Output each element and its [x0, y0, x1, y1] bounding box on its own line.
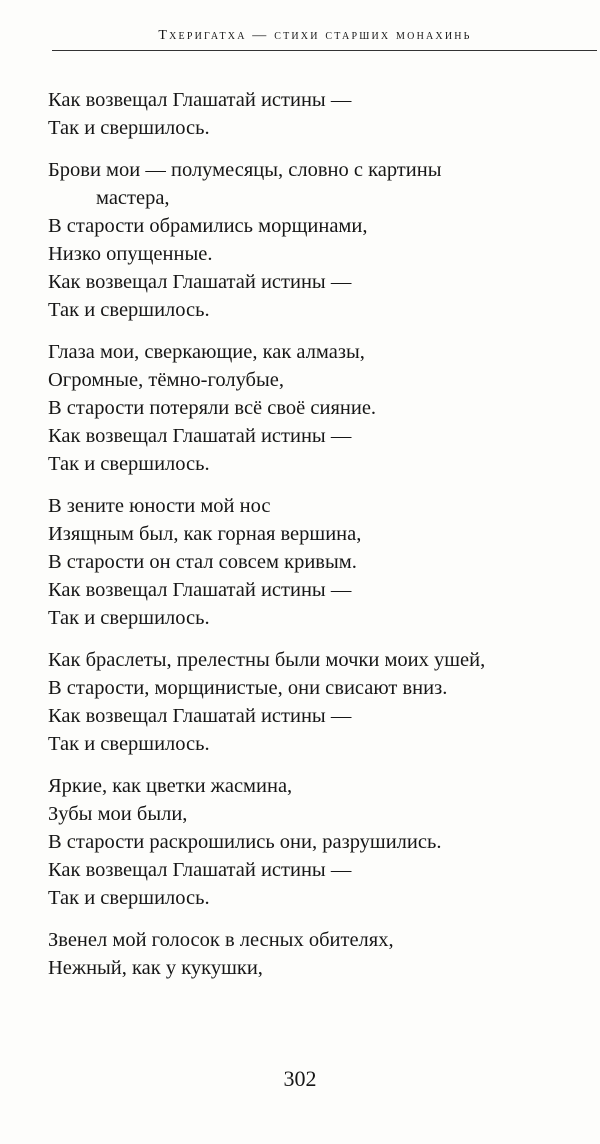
- poem-body: [48, 86, 588, 996]
- poem-line: Так и свершилось.: [48, 299, 210, 321]
- poem-line: Так и свершилось.: [48, 887, 210, 909]
- poem-line: В старости раскрошились они, разрушились.: [48, 831, 442, 853]
- stanza: [48, 926, 588, 982]
- page-number: 302: [283, 1066, 317, 1091]
- poem-line: Нежный, как у кукушки,: [48, 957, 263, 979]
- poem-line: В старости, морщинистые, они свисают вниз.: [48, 677, 448, 699]
- poem-line: Яркие, как цветки жасмина,: [48, 775, 293, 797]
- poem-line: Как возвещал Глашатай истины —: [48, 425, 352, 447]
- poem-line: Изящным был, как горная вершина,: [48, 523, 362, 545]
- poem-line: Так и свершилось.: [48, 607, 210, 629]
- poem-line: Огромные, тёмно-голубые,: [48, 369, 284, 391]
- poem-line: Низко опущенные.: [48, 243, 213, 265]
- running-header: Тхеригатха — стихи старших монахинь: [158, 28, 472, 43]
- stanza: [48, 492, 588, 632]
- poem-line: Так и свершилось.: [48, 733, 210, 755]
- poem-line: В старости он стал совсем кривым.: [48, 551, 357, 573]
- stanza: [48, 772, 588, 912]
- poem-line: Как возвещал Глашатай истины —: [48, 579, 352, 601]
- poem-line: Как возвещал Глашатай истины —: [48, 705, 352, 727]
- stanza: [48, 338, 588, 478]
- poem-line: Брови мои — полумесяцы, словно с картины: [48, 159, 442, 181]
- poem-line: Звенел мой голосок в лесных обителях,: [48, 929, 394, 951]
- poem-line: Зубы мои были,: [48, 803, 188, 825]
- poem-line: Как возвещал Глашатай истины —: [48, 859, 352, 881]
- poem-line: Как возвещал Глашатай истины —: [48, 89, 352, 111]
- poem-line: В старости обрамились морщинами,: [48, 215, 368, 237]
- stanza: [48, 86, 588, 142]
- poem-line: Как возвещал Глашатай истины —: [48, 271, 352, 293]
- stanza: [48, 646, 588, 758]
- poem-line: Так и свершилось.: [48, 117, 210, 139]
- poem-line: мастера,: [96, 187, 170, 209]
- poem-line: Как браслеты, прелестны были мочки моих ушей,: [48, 649, 486, 671]
- poem-line: Глаза мои, сверкающие, как алмазы,: [48, 341, 365, 363]
- poem-line: В зените юности мой нос: [48, 495, 271, 517]
- stanza: [48, 156, 588, 324]
- poem-line: Так и свершилось.: [48, 453, 210, 475]
- poem-line: В старости потеряли всё своё сияние.: [48, 397, 377, 419]
- header-rule: [52, 50, 597, 51]
